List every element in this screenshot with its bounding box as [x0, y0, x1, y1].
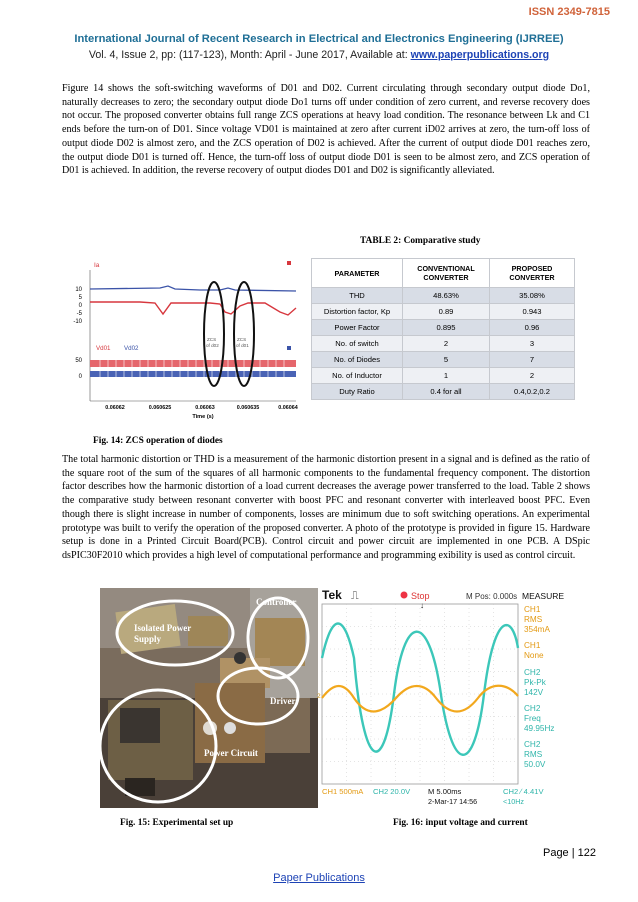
- table-cell: 35.08%: [490, 288, 575, 304]
- stop-indicator-icon: [401, 592, 408, 599]
- measure-title: MEASURE: [522, 591, 565, 601]
- fig14-ytick: 50: [75, 358, 82, 364]
- table-cell: 0.89: [403, 304, 490, 320]
- fig14-label-ia: Ia: [94, 262, 100, 269]
- table-cell: No. of Inductor: [312, 368, 403, 384]
- measure-ch2-type: Pk-Pk: [524, 678, 546, 687]
- table-cell: 5: [403, 352, 490, 368]
- table-cell: 0.96: [490, 320, 575, 336]
- table-row: [312, 288, 575, 304]
- zcs-d02-label: ZCS: [207, 337, 217, 342]
- zcs-d01-label: ZCS: [237, 337, 247, 342]
- table-cell: 2: [490, 368, 575, 384]
- label-isolated-supply: Isolated Power: [134, 623, 192, 633]
- fig14-xlabel: Time (s): [192, 414, 214, 420]
- comparative-table: [311, 258, 575, 400]
- paragraph-zcs: Figure 14 shows the soft-switching waveforms of D01 and D02. Current circulating through secondary output diode Do1, naturally decreases to zero; the secondary output diode Do1 turns off under condition of zero current, and reverse recovery does not occur. The proposed converter obtains full range ZCS operations at heavy load condition. The resonance between Lk and C1 ends before the turn-on of D01. Since voltage VD01 is maintained at zero after current iD02 arrives at zero, the turn-off loss of output diode D02 is almost zero, and the ZCS operation of D02 is achieved. After the current of output diode D01 reaches zero, the output diode D01 is turned off. Hence, the turn-off loss of output diode D01 is seen to be almost zero, and ZCS operation of D01 is achieved. In addition, the reverse recovery of output diodes D01 and D02 is significantly alleviated.: [62, 83, 590, 177]
- measure-ch2-type: RMS: [524, 750, 543, 759]
- fig16-scope: [318, 588, 576, 808]
- fig14-ytick: 5: [78, 295, 82, 301]
- table2: [311, 258, 575, 400]
- fig14-xtick: 0.06064: [278, 405, 298, 411]
- journal-url-link[interactable]: www.paperpublications.org: [410, 49, 550, 61]
- table-cell: Duty Ratio: [312, 384, 403, 400]
- measure-ch1: CH1: [524, 605, 541, 614]
- fig15-svg: [100, 588, 318, 808]
- scope-timebase: M 5.00ms: [428, 787, 462, 796]
- table-cell: THD: [312, 288, 403, 304]
- scope-brand: Tek: [322, 588, 342, 602]
- issn-label: ISSN 2349-7815: [528, 6, 610, 18]
- table-cell: Distortion factor, Kp: [312, 304, 403, 320]
- table-header: PROPOSED CONVERTER: [490, 259, 575, 288]
- table-cell: 0.895: [403, 320, 490, 336]
- table-cell: 7: [490, 352, 575, 368]
- fig14-xtick: 0.06062: [105, 405, 125, 411]
- fig16-caption: Fig. 16: input voltage and current: [393, 818, 528, 828]
- fig14-legend-vd02: Vd02: [124, 345, 139, 352]
- table-row: [312, 352, 575, 368]
- volume-text: Vol. 4, Issue 2, pp: (117-123), Month: April - June 2017, Available at:: [88, 49, 411, 61]
- scope-ch2-scale: CH2 20.0V: [373, 787, 411, 796]
- fig15-photo: [100, 588, 318, 808]
- table-row: [312, 384, 575, 400]
- fig14-ytick: 0: [78, 303, 82, 309]
- fig14-ytick: 0: [78, 374, 82, 380]
- pulse-glyph: ⎍: [351, 590, 359, 602]
- table-header-row: [312, 259, 575, 288]
- table2-caption: TABLE 2: Comparative study: [360, 236, 481, 246]
- table-cell: 3: [490, 336, 575, 352]
- measure-ch2-type: Freq: [524, 714, 541, 723]
- fig16-svg: [318, 588, 576, 808]
- trigger-arrow-icon: ↓: [420, 601, 424, 610]
- fig14-legend-vd01: Vd01: [96, 345, 111, 352]
- table-row: [312, 368, 575, 384]
- fig14-ytick: -5: [76, 311, 82, 317]
- table-cell: No. of Diodes: [312, 352, 403, 368]
- fig14-xtick: 0.06063: [195, 405, 215, 411]
- fig14-xtick: 0.060625: [148, 405, 172, 411]
- fig14-ytick: 10: [75, 287, 82, 293]
- measure-ch1-type: None: [524, 651, 544, 660]
- page-number: Page | 122: [542, 847, 596, 859]
- fig14-xtick: 0.060635: [236, 405, 260, 411]
- table-row: [312, 304, 575, 320]
- scope-date: 2-Mar-17 14:56: [428, 797, 478, 806]
- table-cell: 2: [403, 336, 490, 352]
- journal-title: International Journal of Recent Research in Electrical and Electronics Engineering (IJRREE): [74, 33, 564, 45]
- fig14-ytick: -10: [73, 319, 82, 325]
- measure-ch2: CH2: [524, 740, 541, 749]
- scope-mpos: M Pos: 0.000s: [466, 592, 518, 601]
- label-isolated-supply: Supply: [134, 634, 162, 644]
- scope-trigger: CH2 ∕ 4.41V: [503, 787, 544, 796]
- table-cell: 1: [403, 368, 490, 384]
- zcs-d01-label: of d01: [236, 343, 249, 348]
- table-header: PARAMETER: [312, 259, 403, 288]
- fig15-caption: Fig. 15: Experimental set up: [120, 818, 234, 828]
- publisher-footer[interactable]: Paper Publications: [273, 872, 365, 884]
- measure-ch2-value: 142V: [524, 688, 544, 697]
- table-cell: 48.63%: [403, 288, 490, 304]
- measure-ch1-value: 354mA: [524, 625, 550, 634]
- measure-ch2-value: 49.95Hz: [524, 724, 555, 733]
- table-header: CONVENTIONAL CONVERTER: [403, 259, 490, 288]
- measure-ch2: CH2: [524, 668, 541, 677]
- paragraph-thd: The total harmonic distortion or THD is a measurement of the harmonic distortion present in a signal and is defined as the ratio of the square root of the sum of the squares of all harmonic components to the fundamental frequency component. The distortion factor describes how the harmonic distortion of a load current decreases the average power transferred to the load. Table 2 shows the comparative study between resonant converter with boost PFC and resonant converter with interleaved boost PFC. Even though there is slight increase in number of components, losses are minimum due to soft switching operations. An experimental prototype was built to verify the operation of the proposed converter. A photo of the prototype is provided in figure 15. Hardware setup is done in a Printed Circuit Board(PCB). Control circuit and power circuit are implemented in one PCB. A DSpic dsPIC30F2010 which provides a high level of computational performance and programming exibility is used as control circuit.: [62, 454, 590, 561]
- table-cell: 0.4 for all: [403, 384, 490, 400]
- table-cell: 0.4,0.2,0.2: [490, 384, 575, 400]
- label-controller: Controller: [256, 597, 297, 607]
- scope-status: Stop: [411, 591, 430, 601]
- journal-volume-line: [0, 49, 638, 61]
- measure-ch2: CH2: [524, 704, 541, 713]
- zcs-d02-label: of d02: [206, 343, 219, 348]
- label-power-circuit: Power Circuit: [204, 748, 258, 758]
- label-driver: Driver: [270, 696, 296, 706]
- ch2-marker: 2: [317, 693, 321, 700]
- scope-ch1-scale: CH1 500mA: [322, 787, 364, 796]
- fig14-caption: Fig. 14: ZCS operation of diodes: [93, 436, 223, 446]
- fig14-plot: [60, 258, 306, 428]
- measure-ch1: CH1: [524, 641, 541, 650]
- measure-ch2-value: 50.0V: [524, 760, 546, 769]
- measure-ch1-type: RMS: [524, 615, 543, 624]
- table-cell: Power Factor: [312, 320, 403, 336]
- scope-trigger-freq: <10Hz: [503, 797, 524, 806]
- table-cell: No. of switch: [312, 336, 403, 352]
- fig14-svg: [60, 258, 306, 428]
- table-row: [312, 336, 575, 352]
- table-row: [312, 320, 575, 336]
- table-cell: 0.943: [490, 304, 575, 320]
